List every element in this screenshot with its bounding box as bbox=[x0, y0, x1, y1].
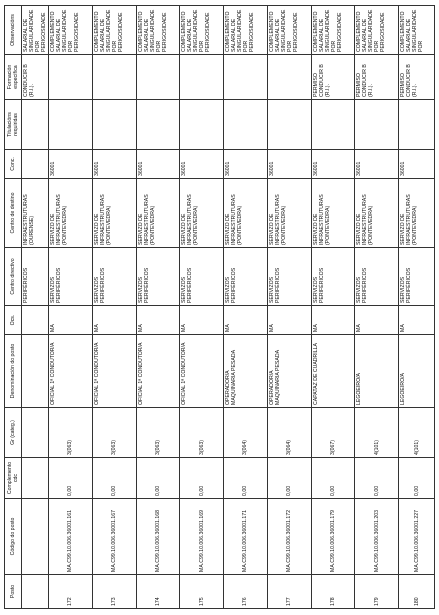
cell-codigo: MA.C99.10.006.36001.179 bbox=[311, 499, 355, 575]
header-complemento: Complemento cdc bbox=[5, 458, 22, 499]
cell-codigo: MA.C99.10.006.36001.168 bbox=[136, 499, 180, 575]
cell-titulacions bbox=[311, 100, 355, 150]
cell-centro-destino: SERVIZO DE INFRAESTRUTURAS (PONTEVEDRA) bbox=[311, 179, 355, 248]
cell-codigo: MA.C99.10.006.36001.227 bbox=[399, 499, 435, 575]
cell-grupo: 3(067) bbox=[311, 408, 355, 458]
cell-grupo: 3(064) bbox=[224, 408, 268, 458]
cell-ocs: MA bbox=[355, 306, 399, 335]
cell-formacion: CONDUCIR B (R.I.). bbox=[22, 55, 49, 100]
cell-posto: 176 bbox=[224, 575, 268, 609]
cell-posto: 175 bbox=[180, 575, 224, 609]
table-row bbox=[49, 6, 93, 609]
cell-observacions: COMPLEMENTO SALARIAL DE SINGULARIDADE POR PERIGOSIDADE bbox=[49, 6, 93, 55]
cell-titulacions bbox=[224, 100, 268, 150]
cell-codigo: MA.C99.10.006.36001.167 bbox=[92, 499, 136, 575]
cell-complemento: 0,00 bbox=[92, 458, 136, 499]
header-centro-destino: Centro de destino bbox=[5, 179, 22, 248]
cell-denominacion: OPERADOR/A MAQUINARIA PESADA bbox=[224, 335, 268, 408]
header-codigo: Código do posto bbox=[5, 499, 22, 575]
cell-centro-directivo: SERVIZOS PERIFÉRICOS bbox=[355, 248, 399, 306]
cell-centro-directivo: SERVIZOS PERIFÉRICOS bbox=[267, 248, 311, 306]
cell-formacion: PERMISO CONDUCIR B (R.I.). bbox=[311, 55, 355, 100]
cell-conc: 36001 bbox=[180, 150, 224, 179]
cell-denominacion: CAPATAZ DE CUADRILLA bbox=[311, 335, 355, 408]
cell-ocs: MA bbox=[224, 306, 268, 335]
cell-complemento: 0,00 bbox=[355, 458, 399, 499]
cell-centro-directivo: SERVIZOS PERIFÉRICOS bbox=[92, 248, 136, 306]
cell-centro-destino: SERVIZO DE INFRAESTRUTURAS (PONTEVEDRA) bbox=[399, 179, 435, 248]
table-row bbox=[399, 6, 435, 609]
cell-titulacions bbox=[267, 100, 311, 150]
header-conc: Conc. bbox=[5, 150, 22, 179]
cell-denominacion: OPERADOR/A MAQUINARIA PESADA bbox=[267, 335, 311, 408]
cell-centro-directivo: SERVIZOS PERIFÉRICOS bbox=[180, 248, 224, 306]
cell-ocs: MA bbox=[180, 306, 224, 335]
cell-grupo: 3(063) bbox=[92, 408, 136, 458]
cell-complemento: 0,00 bbox=[49, 458, 93, 499]
cell-codigo: MA.C99.10.006.36001.161 bbox=[49, 499, 93, 575]
cell-centro-destino: SERVIZO DE INFRAESTRUTURAS (PONTEVEDRA) bbox=[224, 179, 268, 248]
table-row bbox=[355, 6, 399, 609]
table-header-row bbox=[5, 6, 22, 609]
table-row bbox=[180, 6, 224, 609]
cell-conc: 36001 bbox=[355, 150, 399, 179]
cell-conc: 36001 bbox=[267, 150, 311, 179]
cell-formacion bbox=[224, 55, 268, 100]
table-row bbox=[92, 6, 136, 609]
cell-titulacions bbox=[399, 100, 435, 150]
cell-centro-directivo: SERVIZOS PERIFÉRICOS bbox=[49, 248, 93, 306]
cell-observacions: COMPLEMENTO SALARIAL DE SINGULARIDADE POR PERIGOSIDADE bbox=[355, 6, 399, 55]
cell-centro-destino: SERVIZO DE INFRAESTRUTURAS (PONTEVEDRA) bbox=[49, 179, 93, 248]
table-row-continued bbox=[22, 6, 49, 609]
cell-observacions: COMPLEMENTO SALARIAL DE SINGULARIDADE POR bbox=[399, 6, 435, 55]
cell-denominacion: OFICIAL 1ª CONDUTOR/A bbox=[92, 335, 136, 408]
cell-ocs: MA bbox=[49, 306, 93, 335]
header-posto: Posto bbox=[5, 575, 22, 609]
cell-observacions: SALARIAL DE SINGULARIDADE POR PERIGOSIDADE bbox=[22, 6, 49, 55]
cell-grupo: 3(063) bbox=[49, 408, 93, 458]
cell-grupo: 3(064) bbox=[267, 408, 311, 458]
cell-codigo: MA.C99.10.006.36001.172 bbox=[267, 499, 311, 575]
cell-grupo: 4(101) bbox=[399, 408, 435, 458]
cell-codigo: MA.C99.10.006.36001.203 bbox=[355, 499, 399, 575]
table-row bbox=[224, 6, 268, 609]
cell-posto: 180 bbox=[399, 575, 435, 609]
cell-observacions: COMPLEMENTO SALARIAL DE SINGULARIDADE POR PERIGOSIDADE bbox=[224, 6, 268, 55]
cell-conc: 36001 bbox=[92, 150, 136, 179]
table-row bbox=[267, 6, 311, 609]
cell-formacion bbox=[92, 55, 136, 100]
cell-complemento: 0,00 bbox=[224, 458, 268, 499]
cell-posto: 177 bbox=[267, 575, 311, 609]
header-observacions: Observacións bbox=[5, 6, 22, 55]
cell-centro-destino: SERVIZO DE INFRAESTRUTURAS (PONTEVEDRA) bbox=[180, 179, 224, 248]
cell-conc: 36001 bbox=[311, 150, 355, 179]
cell-conc: 36001 bbox=[49, 150, 93, 179]
cell-posto: 178 bbox=[311, 575, 355, 609]
cell-grupo: 4(101) bbox=[355, 408, 399, 458]
cell-titulacions bbox=[180, 100, 224, 150]
cell-formacion bbox=[180, 55, 224, 100]
cell-ocs: MA bbox=[267, 306, 311, 335]
cell-denominacion: LEGOEIRO/A bbox=[399, 335, 435, 408]
cell-centro-directivo: SERVIZOS PERIFÉRICOS bbox=[224, 248, 268, 306]
cell-observacions: COMPLEMENTO SALARIAL DE SINGULARIDADE POR PERIGOSIDADE bbox=[180, 6, 224, 55]
cell-centro-destino: SERVIZO DE INFRAESTRUTURAS (PONTEVEDRA) bbox=[267, 179, 311, 248]
header-grupo: Gr (categ.) bbox=[5, 408, 22, 458]
cell-centro-destino: SERVIZO DE INFRAESTRUTURAS (PONTEVEDRA) bbox=[92, 179, 136, 248]
cell-conc: 36001 bbox=[224, 150, 268, 179]
table-row bbox=[136, 6, 180, 609]
cell-observacions: COMPLEMENTO SALARIAL DE SINGULARIDADE POR PERIGOSIDADE bbox=[267, 6, 311, 55]
cell-ocs: MA bbox=[92, 306, 136, 335]
cell-conc: 36001 bbox=[399, 150, 435, 179]
cell-grupo: 3(063) bbox=[180, 408, 224, 458]
cell-denominacion: OFICIAL 1ª CONDUTOR/A bbox=[49, 335, 93, 408]
cell-observacions: COMPLEMENTO SALARIAL DE SINGULARIDADE POR PERIGOSIDADE bbox=[136, 6, 180, 55]
cell-codigo: MA.C99.10.006.36001.171 bbox=[224, 499, 268, 575]
cell-titulacions bbox=[92, 100, 136, 150]
cell-formacion bbox=[267, 55, 311, 100]
header-formacion: Formación específica bbox=[5, 55, 22, 100]
cell-denominacion: OFICIAL 1ª CONDUTOR/A bbox=[180, 335, 224, 408]
cell-centro-directivo: SERVIZOS PERIFÉRICOS bbox=[399, 248, 435, 306]
cell-ocs: MA bbox=[136, 306, 180, 335]
cell-centro-directivo: PERIFÉRICOS bbox=[22, 248, 49, 306]
cell-ocs: MA bbox=[311, 306, 355, 335]
cell-centro-destino: SERVIZO DE INFRAESTRUTURAS (PONTEVEDRA) bbox=[136, 179, 180, 248]
cell-formacion: PERMISO CONDUCIR B (R.I.). bbox=[399, 55, 435, 100]
cell-posto: 173 bbox=[92, 575, 136, 609]
cell-titulacions bbox=[49, 100, 93, 150]
cell-conc: 36001 bbox=[136, 150, 180, 179]
cell-posto: 179 bbox=[355, 575, 399, 609]
cell-complemento: 0,00 bbox=[267, 458, 311, 499]
cell-denominacion: LEGOEIRO/A bbox=[355, 335, 399, 408]
cell-complemento: 0,00 bbox=[399, 458, 435, 499]
cell-formacion bbox=[136, 55, 180, 100]
table-row bbox=[311, 6, 355, 609]
cell-ocs: MA bbox=[399, 306, 435, 335]
cell-centro-destino: INFRAESTRUTURAS (OURENSE) bbox=[22, 179, 49, 248]
header-centro-directivo: Centro directivo bbox=[5, 248, 22, 306]
positions-table bbox=[4, 5, 435, 609]
cell-complemento: 0,00 bbox=[180, 458, 224, 499]
cell-denominacion: OFICIAL 1ª CONDUTOR/A bbox=[136, 335, 180, 408]
cell-formacion: PERMISO CONDUCIR B (R.I.). bbox=[355, 55, 399, 100]
cell-posto: 172 bbox=[49, 575, 93, 609]
cell-complemento: 0,00 bbox=[311, 458, 355, 499]
cell-titulacions bbox=[136, 100, 180, 150]
cell-centro-destino: SERVIZO DE INFRAESTRUTURAS (PONTEVEDRA) bbox=[355, 179, 399, 248]
cell-observacions: COMPLEMENTO SALARIAL DE SINGULARIDADE POR PERIGOSIDADE bbox=[311, 6, 355, 55]
header-denominacion: Denominación do posto bbox=[5, 335, 22, 408]
cell-formacion bbox=[49, 55, 93, 100]
cell-titulacions bbox=[355, 100, 399, 150]
header-titulacions: Titulacións requiridas bbox=[5, 100, 22, 150]
cell-centro-directivo: SERVIZOS PERIFÉRICOS bbox=[311, 248, 355, 306]
cell-grupo: 3(063) bbox=[136, 408, 180, 458]
cell-codigo: MA.C99.10.006.36001.169 bbox=[180, 499, 224, 575]
cell-posto: 174 bbox=[136, 575, 180, 609]
cell-observacions: COMPLEMENTO SALARIAL DE SINGULARIDADE POR PERIGOSIDADE bbox=[92, 6, 136, 55]
cell-complemento: 0,00 bbox=[136, 458, 180, 499]
header-ocs: Ocs. bbox=[5, 306, 22, 335]
cell-centro-directivo: SERVIZOS PERIFÉRICOS bbox=[136, 248, 180, 306]
